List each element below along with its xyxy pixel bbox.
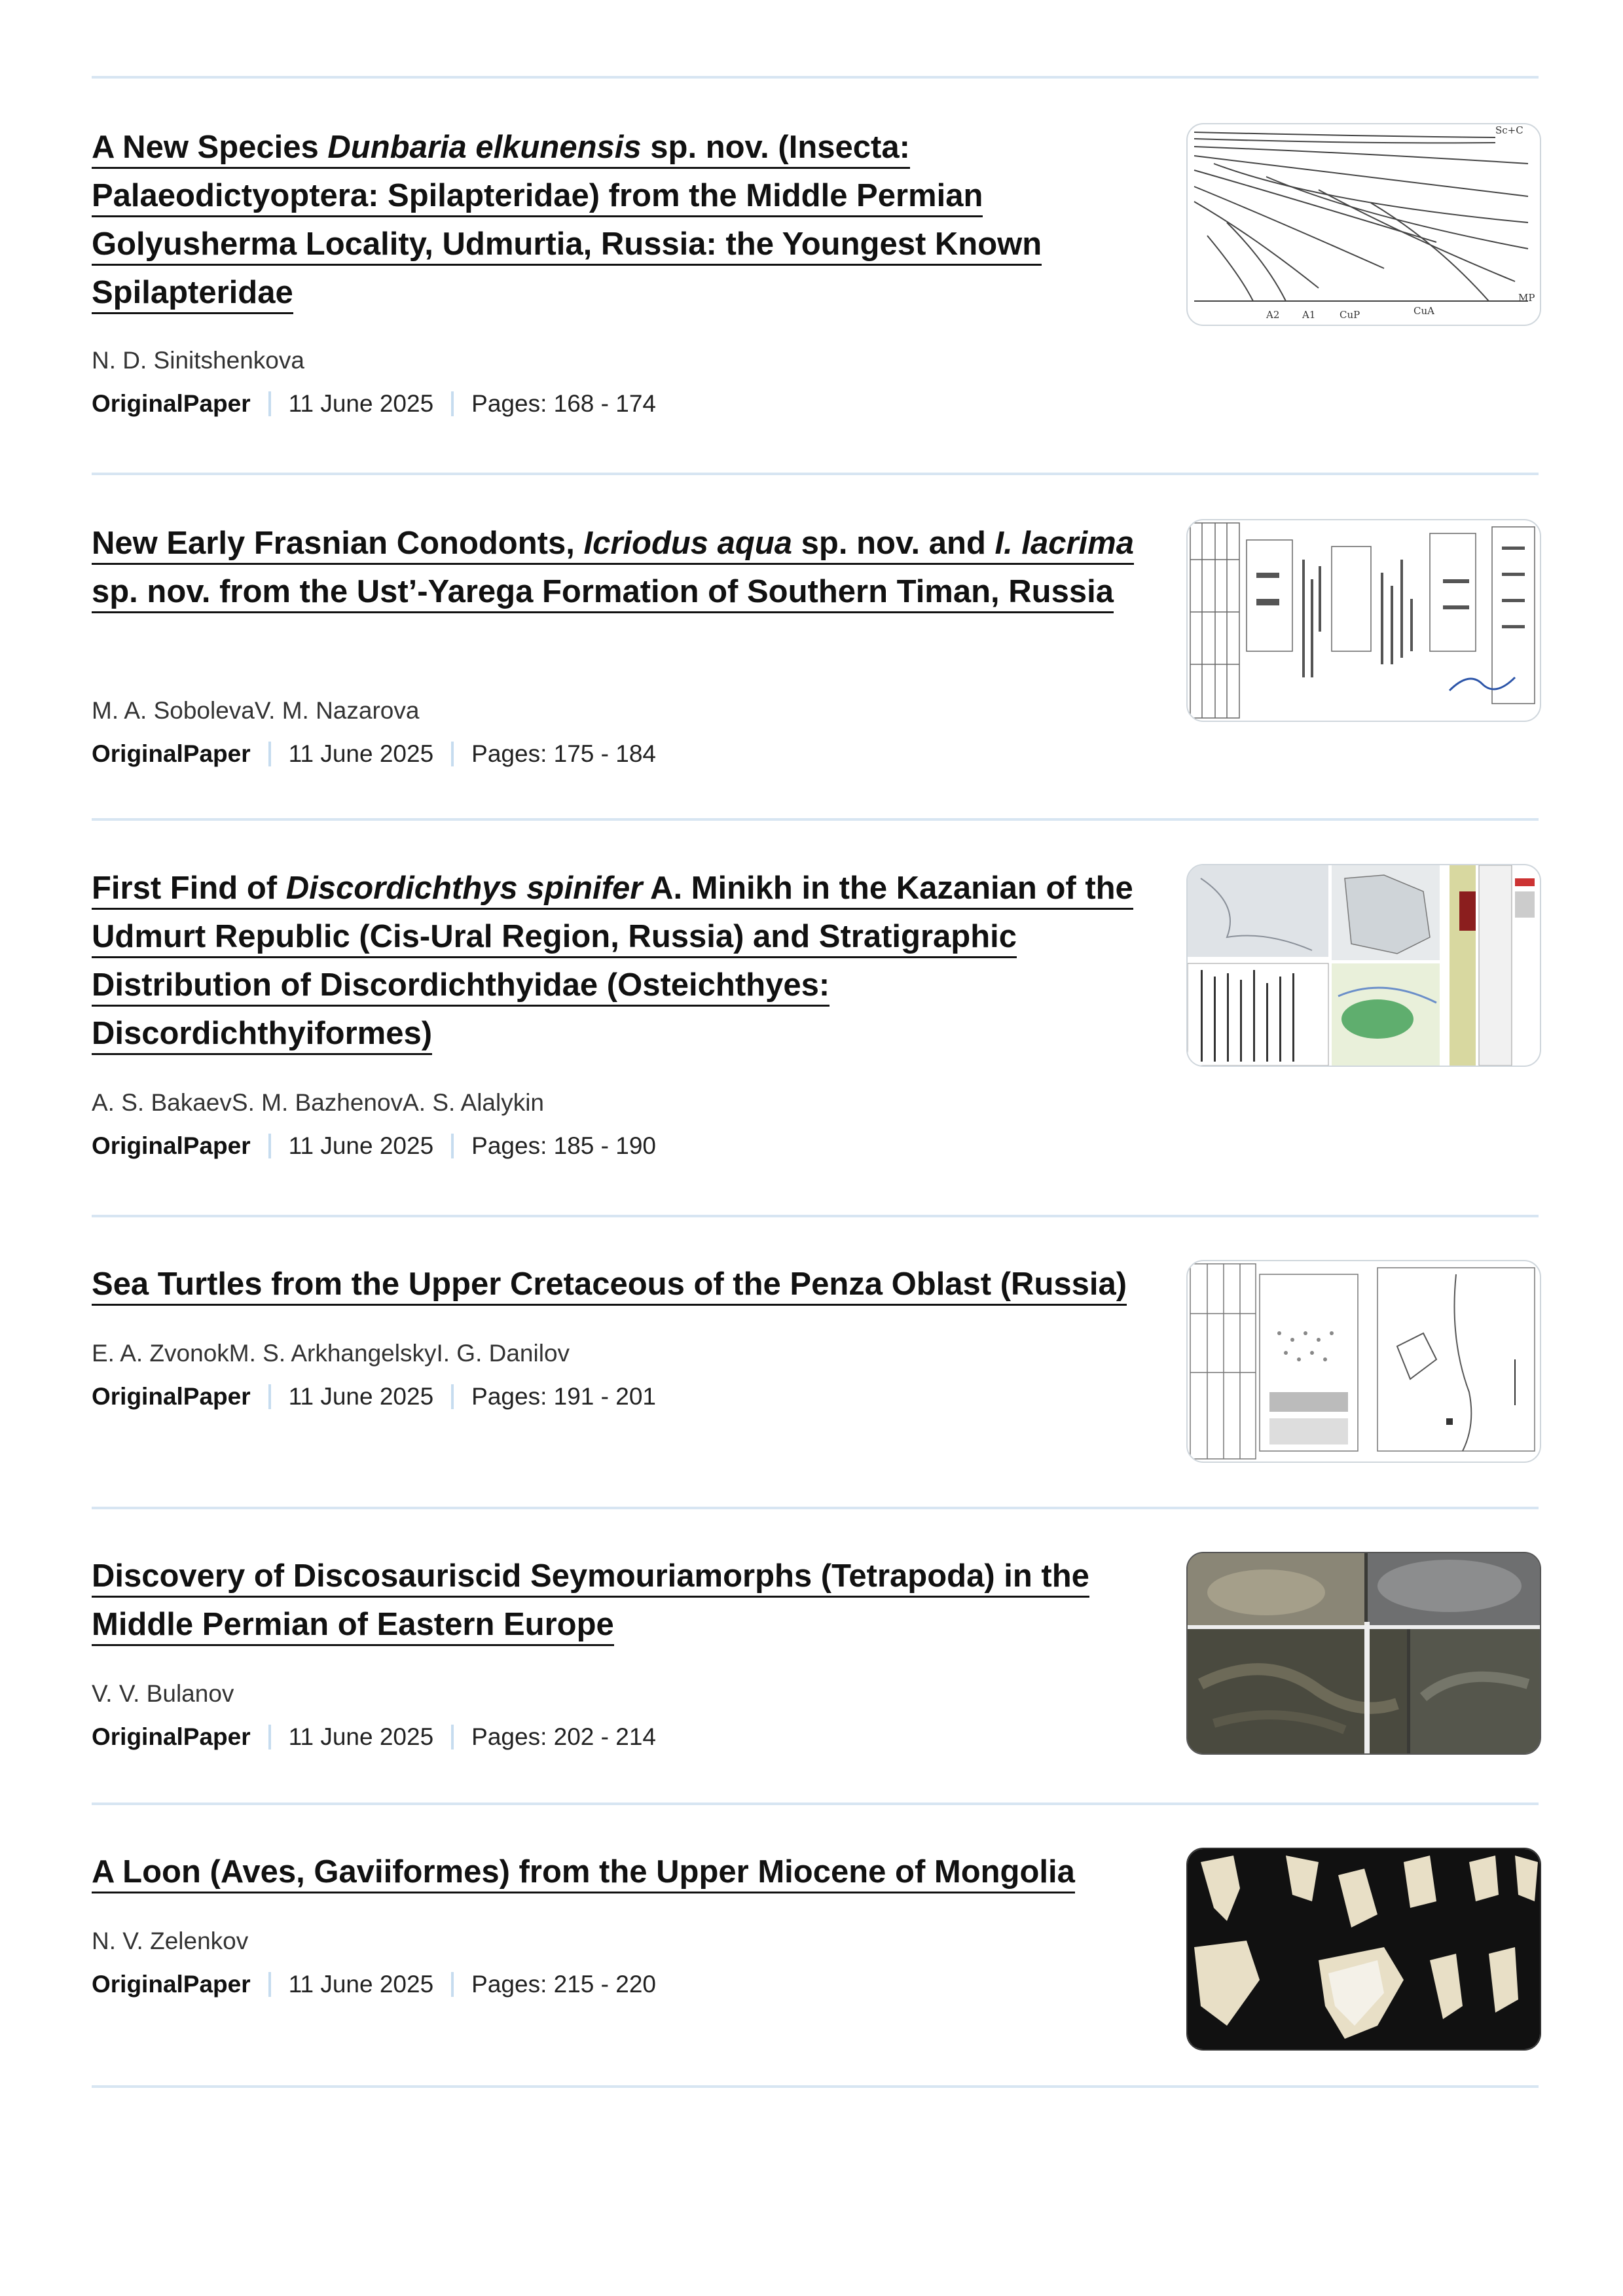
article-type: OriginalPaper — [92, 740, 251, 767]
maps-and-section — [1188, 865, 1540, 1066]
article-authors: A. S. BakaevS. M. BazhenovA. S. Alalykin — [92, 1089, 545, 1116]
article-authors: N. V. Zelenkov — [92, 1928, 249, 1954]
article-type: OriginalPaper — [92, 1132, 251, 1159]
meta-separator — [268, 1134, 271, 1158]
article-title-link[interactable]: Discovery of Discosauriscid Seymouriamorphs (Tetrapoda) in the Middle Permian of Eastern Europe — [92, 1558, 1089, 1646]
meta-separator — [268, 1972, 271, 1997]
article-thumbnail[interactable] — [1186, 1260, 1541, 1463]
divider — [92, 1215, 1539, 1217]
article-type: OriginalPaper — [92, 1971, 251, 1998]
meta-separator — [268, 1384, 271, 1409]
article-type: OriginalPaper — [92, 390, 251, 417]
vein-label: MP — [1518, 292, 1535, 304]
article-pages: Pages: 185 - 190 — [471, 1132, 656, 1159]
divider — [92, 2085, 1539, 2088]
article-authors: M. A. SobolevaV. M. Nazarova — [92, 697, 420, 724]
article-title-link[interactable]: Sea Turtles from the Upper Cretaceous of the Penza Oblast (Russia) — [92, 1266, 1127, 1306]
divider — [92, 818, 1539, 821]
article-title — [92, 519, 1152, 616]
divider — [92, 1507, 1539, 1509]
article-pages: Pages: 215 - 220 — [471, 1971, 656, 1998]
article-date: 11 June 2025 — [288, 1971, 434, 1998]
vein-label: CuP — [1340, 309, 1360, 321]
article-date: 11 June 2025 — [288, 1723, 434, 1750]
article-thumbnail[interactable] — [1186, 1552, 1541, 1755]
meta-separator — [451, 1725, 454, 1749]
meta-separator — [451, 1384, 454, 1409]
bone-photographs — [1188, 1849, 1540, 2049]
article-date: 11 June 2025 — [288, 1132, 434, 1159]
article-meta — [92, 1132, 656, 1160]
wing-venation-drawing — [1188, 124, 1540, 325]
vein-label: Sc+C — [1495, 124, 1523, 136]
article-date: 11 June 2025 — [288, 390, 434, 417]
article-title — [92, 1260, 1192, 1308]
meta-separator — [451, 1972, 454, 1997]
meta-separator — [451, 1134, 454, 1158]
article-title-link[interactable]: First Find of Discordichthys spinifer A. Minikh in the Kazanian of the Udmurt Republic (Cis-Ural Region, Russia) and Stratigraphic Distribution of Discordichthyidae (Osteichthyes: Discordichthyiformes) — [92, 870, 1133, 1055]
vein-label: A1 — [1302, 309, 1316, 321]
vein-label: A2 — [1266, 309, 1280, 321]
stratigraphic-chart — [1188, 520, 1540, 721]
article-type: OriginalPaper — [92, 1723, 251, 1750]
article-title — [92, 864, 1152, 1058]
article-title-link[interactable]: New Early Frasnian Conodonts, Icriodus aqua sp. nov. and I. lacrima sp. nov. from the Ust’-Yarega Formation of Southern Timan, Russia — [92, 526, 1134, 613]
article-thumbnail[interactable] — [1186, 123, 1541, 326]
meta-separator — [451, 391, 454, 416]
article-title — [92, 1552, 1152, 1649]
article-thumbnail[interactable] — [1186, 519, 1541, 722]
meta-separator — [268, 391, 271, 416]
meta-separator — [451, 742, 454, 766]
article-thumbnail[interactable] — [1186, 864, 1541, 1067]
article-authors: E. A. ZvonokM. S. ArkhangelskyI. G. Danilov — [92, 1340, 570, 1367]
article-pages: Pages: 202 - 214 — [471, 1723, 656, 1750]
article-meta — [92, 1383, 656, 1410]
article-pages: Pages: 168 - 174 — [471, 390, 656, 417]
article-meta — [92, 1723, 656, 1751]
meta-separator — [268, 742, 271, 766]
section-and-locality-map — [1188, 1261, 1540, 1462]
article-date: 11 June 2025 — [288, 1383, 434, 1410]
article-title-link[interactable]: A New Species Dunbaria elkunensis sp. nov. (Insecta: Palaeodictyoptera: Spilapteridae) from the Middle Permian Golyusherma Locality, Udmurtia, Russia: the Youngest Known Spilapteridae — [92, 130, 1042, 314]
article-thumbnail[interactable] — [1186, 1848, 1541, 2051]
fossil-photographs — [1188, 1553, 1540, 1753]
article-type: OriginalPaper — [92, 1383, 251, 1410]
divider — [92, 473, 1539, 475]
article-date: 11 June 2025 — [288, 740, 434, 767]
article-meta — [92, 1971, 656, 1998]
meta-separator — [268, 1725, 271, 1749]
article-authors: V. V. Bulanov — [92, 1680, 234, 1707]
divider — [92, 1803, 1539, 1805]
article-title — [92, 123, 1152, 317]
divider — [92, 76, 1539, 79]
article-title — [92, 1848, 1152, 1896]
article-pages: Pages: 191 - 201 — [471, 1383, 656, 1410]
article-authors: N. D. Sinitshenkova — [92, 347, 304, 374]
vein-label: CuA — [1413, 305, 1434, 317]
article-title-link[interactable]: A Loon (Aves, Gaviiformes) from the Upper Miocene of Mongolia — [92, 1854, 1075, 1893]
article-meta — [92, 390, 656, 418]
article-meta — [92, 740, 656, 768]
article-pages: Pages: 175 - 184 — [471, 740, 656, 767]
